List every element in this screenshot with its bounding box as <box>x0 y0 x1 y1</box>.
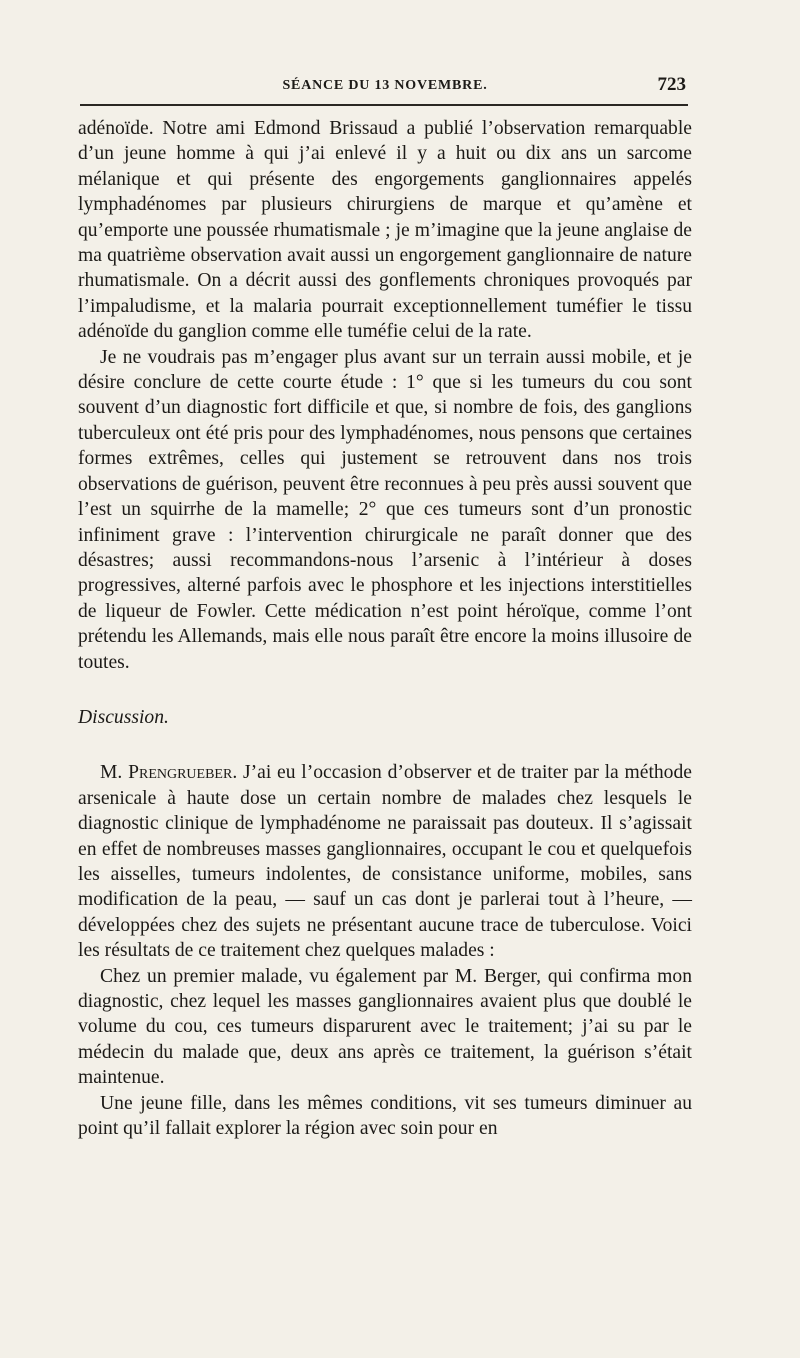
speaker-text: J’ai eu l’occasion d’observer et de traiter par la méthode arsenicale à haute dose un certain nombre de malades chez lesquels le diagnostic clinique de lymphadénome ne paraissait pas douteux. Il s’agissait en effet de nombreuses masses ganglionnaires, occupant le cou et quelquefois les aisselles, tumeurs indolentes, de consistance uniforme, mobiles, sans modification de la peau, — sauf un cas dont je parlerai tout à l’heure, — développées chez des sujets ne présentant aucune trace de tuberculose. Voici les résultats de ce traitement chez quelques malades : <box>78 762 692 962</box>
running-head: SÉANCE DU 13 NOVEMBRE. <box>282 78 488 93</box>
header-rule <box>80 104 688 106</box>
paragraph-conclusion: Je ne voudrais pas m’engager plus avant sur un terrain aussi mobile, et je désire conclure de cette courte étude : 1° que si les tumeurs du cou sont souvent d’un diagnostic fort difficile et que, si nombre de fois, des ganglions tuberculeux ont été pris pour des lymphadénomes, nous pensons que certaines formes extrêmes, celles qui justement se retrouvent dans nos trois observations de guérison, peuvent être reconnues à peu près aussi souvent que l’est un squirrhe de la mamelle; 2° que ces tumeurs sont d’un pronostic infiniment grave : l’intervention chirurgicale ne paraît donner que des désastres; aussi recommandons-nous l’arsenic à l’intérieur à doses progressives, alterné parfois avec le phosphore et les injections interstitielles de liqueur de Fowler. Cette médication n’est point héroïque, comme l’ont prétendu les Allemands, mais elle nous paraît être encore la moins illusoire de toutes. <box>78 346 692 673</box>
section-title: Discussion. <box>78 706 169 728</box>
body-text <box>78 116 692 1141</box>
paragraph-discussion <box>78 760 692 963</box>
paragraph-second-patient: Une jeune fille, dans les mêmes conditions, vit ses tumeurs diminuer au point qu’il fallait explorer la région avec soin pour en <box>78 1092 692 1140</box>
paragraph-continuation: adénoïde. Notre ami Edmond Brissaud a publié l’observation remarquable d’un jeune homme à qui j’ai enlevé il y a huit ou dix ans un sarcome mélanique et qui présente des engorgements ganglionnaires appelés lymphadénomes par plusieurs chirurgiens de marque et qu’amène et qu’emporte une poussée rhumatismale ; je m’imagine que la jeune anglaise de ma quatrième observation avait aussi un engorgement ganglionnaire de nature rhumatismale. On a décrit aussi des gonflements chroniques provoqués par l’impaludisme, et la malaria pourrait exceptionnellement tuméfier le tissu adénoïde du ganglion comme elle tuméfie celui de la rate. <box>78 118 692 343</box>
page-header <box>78 74 692 102</box>
paragraph-first-patient: Chez un premier malade, vu également par M. Berger, qui confirma mon diagnostic, chez lequel les masses ganglionnaires avaient plus que doublé le volume du cou, ces tumeurs disparurent avec le traitement; j’ai su par le médecin du malade que, deux ans après ce traitement, la guérison s’était maintenue. <box>78 965 692 1089</box>
speaker-name: M. Prengrueber. <box>100 762 238 784</box>
page-number: 723 <box>657 74 686 95</box>
